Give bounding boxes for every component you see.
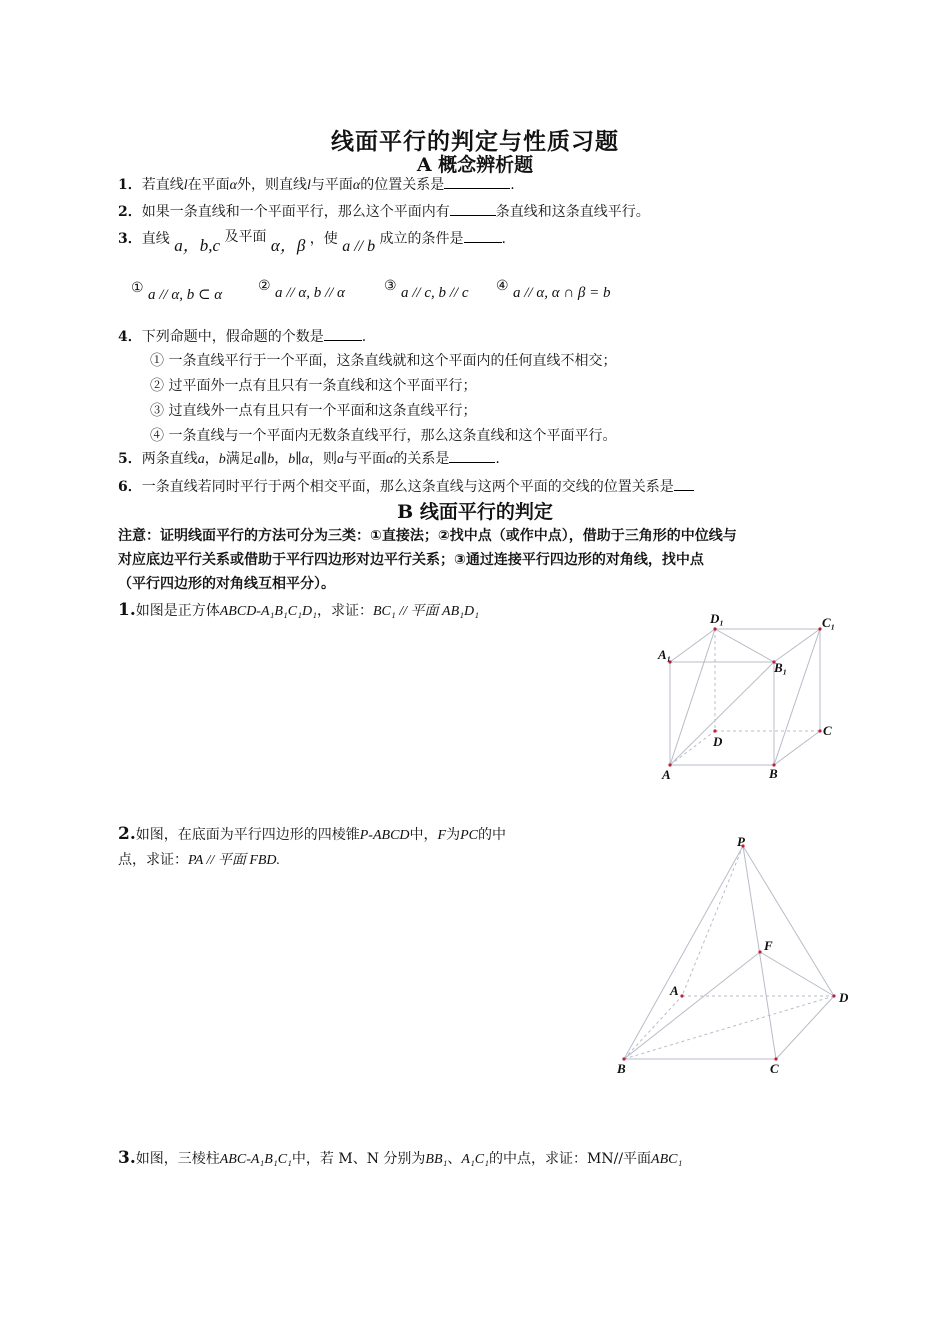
note-line-2: 对应底边平行关系或借助于平行四边形对边平行关系；③通过连接平行四边形的对角线，找中点: [118, 552, 704, 568]
label-A: A: [662, 767, 671, 782]
page-title: 线面平行的判定与性质习题: [331, 128, 619, 155]
answer-blank[interactable]: [444, 174, 510, 189]
statement-1: ① 一条直线平行于一个平面，这条直线就和这个平面内的任何直线不相交；: [150, 353, 617, 369]
label-B: B: [769, 766, 778, 781]
answer-blank[interactable]: [324, 326, 362, 341]
statement-4: ④ 一条直线与一个平面内无数条直线平行，那么这条直线和这个平面平行。: [150, 428, 617, 444]
label-C: C: [823, 723, 832, 738]
question-a1: 1．若直线l在平面α外，则直线l与平面α的位置关系是 .: [118, 174, 515, 196]
label-D: D: [713, 734, 723, 749]
cube-vertex-D1: [713, 627, 716, 630]
pyramid-point-F: [758, 950, 761, 953]
label-P: P: [737, 834, 745, 849]
question-a6: 6．一条直线若同时平行于两个相交平面，那么这条直线与这两个平面的交线的位置关系是: [118, 476, 694, 497]
answer-blank[interactable]: [674, 476, 694, 491]
statement-2: ② 过平面外一点有且只有一条直线和这个平面平行；: [150, 378, 477, 394]
question-a5: 5．两条直线a，b满足a∥b，b∥α，则a与平面α的关系是 .: [118, 448, 500, 470]
label-C1: C₁: [822, 615, 836, 630]
statement-3: ③ 过直线外一点有且只有一个平面和这条直线平行；: [150, 403, 477, 419]
option-4: ④ a // α, α ∩ β = b: [496, 278, 611, 301]
label-C: C: [770, 1061, 779, 1076]
cube-figure: [650, 605, 850, 795]
section-b-heading: B 线面平行的判定: [397, 501, 553, 523]
question-a2: 2．如果一条直线和一个平面平行，那么这个平面内有 条直线和这条直线平行。: [118, 201, 650, 222]
label-B: B: [617, 1061, 626, 1076]
question-b2: 2.如图，在底面为平行四边形的四棱锥P-ABCD中，F为PC的中: [118, 824, 506, 844]
label-F: F: [764, 938, 773, 953]
pyramid-vertex-D: [832, 994, 835, 997]
pyramid-figure: [610, 830, 860, 1080]
cube-vertex-C: [818, 729, 821, 732]
label-A1: A₁: [658, 647, 672, 662]
label-A: A: [670, 983, 679, 998]
answer-blank[interactable]: [449, 448, 495, 463]
option-3: ③ a // c, b // c: [384, 278, 469, 301]
label-D1: D₁: [710, 611, 724, 626]
question-b3: 3.如图，三棱柱ABC-A₁B₁C₁中，若 M、N 分别为BB₁、A₁C₁的中点，求证：MN//平面ABC₁: [118, 1148, 683, 1168]
option-1: ① a // α, b ⊂ α: [131, 280, 223, 303]
question-a4: 4．下列命题中，假命题的个数是 .: [118, 326, 366, 347]
note-line-3: （平行四边形的对角线互相平分）。: [118, 576, 335, 592]
question-b2-line2: 点，求证：PA // 平面 FBD.: [118, 852, 281, 868]
pyramid-vertex-A: [680, 994, 683, 997]
section-a-heading: A 概念辨析题: [416, 154, 534, 176]
question-b1: 1.如图是正方体ABCD-A₁B₁C₁D₁，求证：BC₁ // 平面 AB₁D₁: [118, 600, 479, 620]
option-2: ② a // α, b // α: [258, 278, 345, 301]
answer-blank[interactable]: [450, 201, 496, 216]
note-line-1: 注意：证明线面平行的方法可分为三类：①直接法；②找中点（或作中点），借助于三角形的中位线与: [118, 528, 737, 544]
cube-vertex-D: [713, 729, 716, 732]
answer-blank[interactable]: [464, 228, 502, 243]
question-a3: 3．直线 a，b,c 及平面 α，β ，使 a // b 成立的条件是 .: [118, 229, 506, 255]
label-D: D: [839, 990, 849, 1005]
label-B1: B₁: [774, 660, 788, 675]
